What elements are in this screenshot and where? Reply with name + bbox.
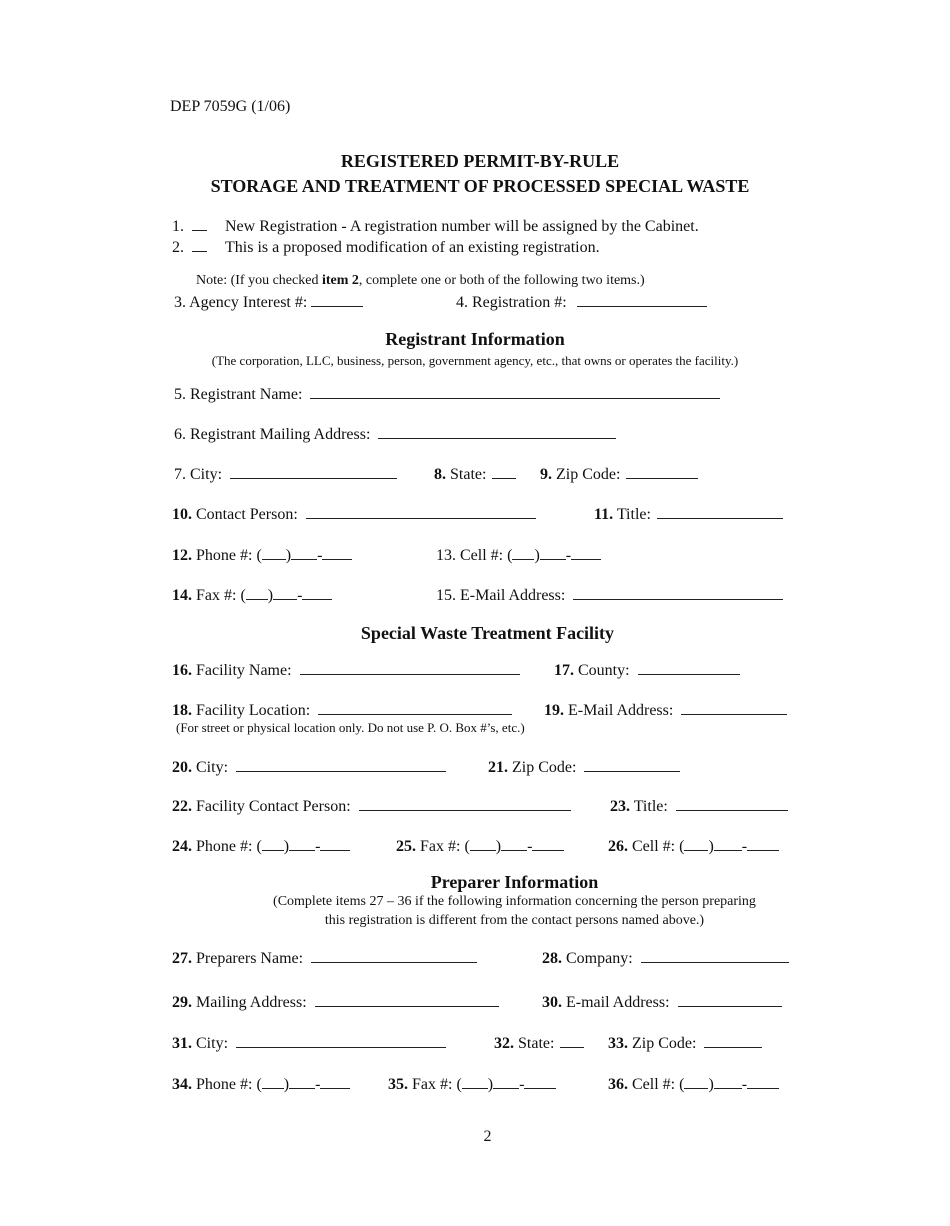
item-13-row: 13. Cell #: ( ) - (436, 545, 601, 565)
facility-phone-prefix-input[interactable] (289, 836, 315, 851)
item-5-row: 5. Registrant Name: (174, 384, 720, 404)
page-number: 2 (483, 1128, 492, 1145)
facility-location-input[interactable] (318, 700, 512, 715)
preparer-subtext-1: (Complete items 27 – 36 if the following information concerning the person preparing (273, 894, 756, 909)
item-20-row: 20. City: (172, 757, 446, 777)
cell-area-code-input[interactable] (512, 545, 534, 560)
item-18-row: 18. Facility Location: (172, 700, 512, 720)
facility-zip-input[interactable] (584, 757, 680, 772)
registrant-name-input[interactable] (310, 384, 720, 399)
item-34-row: 34. Phone #: ( ) - (172, 1074, 350, 1094)
phone-line-input[interactable] (322, 545, 352, 560)
preparer-state-input[interactable] (560, 1033, 584, 1048)
item-19-row: 19. E-Mail Address: (544, 700, 787, 720)
facility-heading: Special Waste Treatment Facility (360, 623, 615, 643)
item-16-row: 16. Facility Name: (172, 660, 520, 680)
registrant-zip-input[interactable] (626, 464, 698, 479)
item-1-row: 1. New Registration - A registration number will be assigned by the Cabinet. (172, 218, 699, 235)
item-22-row: 22. Facility Contact Person: (172, 796, 571, 816)
form-title-line2: STORAGE AND TREATMENT OF PROCESSED SPECIAL WASTE (210, 176, 750, 196)
item-3-row: 3. Agency Interest #: (174, 292, 363, 312)
item-31-row: 31. City: (172, 1033, 446, 1053)
item-1-text: New Registration - A registration number will be assigned by the Cabinet. (225, 218, 699, 235)
preparer-phone-prefix-input[interactable] (289, 1074, 315, 1089)
registrant-subtext: (The corporation, LLC, business, person, government agency, etc., that owns or operates the facility.) (211, 353, 739, 368)
item-2-text: This is a proposed modification of an existing registration. (225, 239, 600, 256)
preparer-cell-prefix-input[interactable] (714, 1074, 742, 1089)
cell-prefix-input[interactable] (540, 545, 566, 560)
facility-name-input[interactable] (300, 660, 520, 675)
registrant-city-input[interactable] (230, 464, 397, 479)
facility-phone-area-input[interactable] (262, 836, 284, 851)
item-14-row: 14. Fax #: ( ) - (172, 585, 332, 605)
registration-number-input[interactable] (577, 292, 707, 307)
preparer-heading: Preparer Information (430, 872, 599, 892)
form-id: DEP 7059G (1/06) (170, 98, 291, 115)
item-33-row: 33. Zip Code: (608, 1033, 762, 1053)
facility-county-input[interactable] (638, 660, 740, 675)
item-30-row: 30. E-mail Address: (542, 992, 782, 1012)
agency-interest-input[interactable] (311, 292, 363, 307)
registrant-heading: Registrant Information (385, 329, 565, 349)
preparer-mailing-address-input[interactable] (315, 992, 499, 1007)
item-11-row: 11. Title: (594, 504, 783, 524)
preparer-cell-area-input[interactable] (684, 1074, 708, 1089)
facility-contact-person-input[interactable] (359, 796, 571, 811)
item-36-row: 36. Cell #: ( ) - (608, 1074, 779, 1094)
facility-fax-area-input[interactable] (470, 836, 496, 851)
fax-line-input[interactable] (302, 585, 332, 600)
item-29-row: 29. Mailing Address: (172, 992, 499, 1012)
item-12-row: 12. Phone #: ( ) - (172, 545, 352, 565)
preparer-cell-line-input[interactable] (747, 1074, 779, 1089)
fax-prefix-input[interactable] (273, 585, 297, 600)
item-17-row: 17. County: (554, 660, 740, 680)
note: Note: (If you checked item 2, complete one or both of the following two items.) (196, 273, 645, 288)
item-26-row: 26. Cell #: ( ) - (608, 836, 779, 856)
item-8-row: 8. State: (434, 464, 516, 484)
item-2-checkbox[interactable] (192, 237, 207, 252)
facility-cell-area-input[interactable] (684, 836, 708, 851)
facility-email-input[interactable] (681, 700, 787, 715)
item-15-row: 15. E-Mail Address: (436, 585, 783, 605)
item-10-row: 10. Contact Person: (172, 504, 536, 524)
preparer-email-input[interactable] (678, 992, 782, 1007)
contact-title-input[interactable] (657, 504, 783, 519)
item-28-row: 28. Company: (542, 948, 789, 968)
fax-area-code-input[interactable] (246, 585, 268, 600)
preparer-zip-input[interactable] (704, 1033, 762, 1048)
item-9-row: 9. Zip Code: (540, 464, 698, 484)
preparer-name-input[interactable] (311, 948, 477, 963)
facility-contact-title-input[interactable] (676, 796, 788, 811)
item-4-row: 4. Registration #: (456, 292, 707, 312)
cell-line-input[interactable] (571, 545, 601, 560)
facility-city-input[interactable] (236, 757, 446, 772)
item-2-row: 2. This is a proposed modification of an existing registration. (172, 239, 600, 256)
facility-fax-line-input[interactable] (532, 836, 564, 851)
item-32-row: 32. State: (494, 1033, 584, 1053)
item-1-checkbox[interactable] (192, 216, 207, 231)
facility-phone-line-input[interactable] (320, 836, 350, 851)
registrant-mailing-address-input[interactable] (378, 424, 616, 439)
preparer-fax-line-input[interactable] (524, 1074, 556, 1089)
contact-person-input[interactable] (306, 504, 536, 519)
facility-location-note: (For street or physical location only. Do not use P. O. Box #’s, etc.) (176, 720, 525, 735)
registrant-email-input[interactable] (573, 585, 783, 600)
registrant-state-input[interactable] (492, 464, 516, 479)
item-27-row: 27. Preparers Name: (172, 948, 477, 968)
item-21-row: 21. Zip Code: (488, 757, 680, 777)
preparer-fax-area-input[interactable] (462, 1074, 488, 1089)
item-25-row: 25. Fax #: ( ) - (396, 836, 564, 856)
phone-area-code-input[interactable] (262, 545, 286, 560)
phone-prefix-input[interactable] (291, 545, 317, 560)
preparer-company-input[interactable] (641, 948, 789, 963)
item-35-row: 35. Fax #: ( ) - (388, 1074, 556, 1094)
facility-cell-line-input[interactable] (747, 836, 779, 851)
item-7-row: 7. City: (174, 464, 397, 484)
preparer-fax-prefix-input[interactable] (493, 1074, 519, 1089)
facility-cell-prefix-input[interactable] (714, 836, 742, 851)
preparer-phone-area-input[interactable] (262, 1074, 284, 1089)
item-23-row: 23. Title: (610, 796, 788, 816)
preparer-city-input[interactable] (236, 1033, 446, 1048)
preparer-subtext-2: this registration is different from the contact persons named above.) (324, 913, 705, 928)
form-title-line1: REGISTERED PERMIT-BY-RULE (340, 151, 620, 171)
item-6-row: 6. Registrant Mailing Address: (174, 424, 616, 444)
item-24-row: 24. Phone #: ( ) - (172, 836, 350, 856)
preparer-phone-line-input[interactable] (320, 1074, 350, 1089)
facility-fax-prefix-input[interactable] (501, 836, 527, 851)
